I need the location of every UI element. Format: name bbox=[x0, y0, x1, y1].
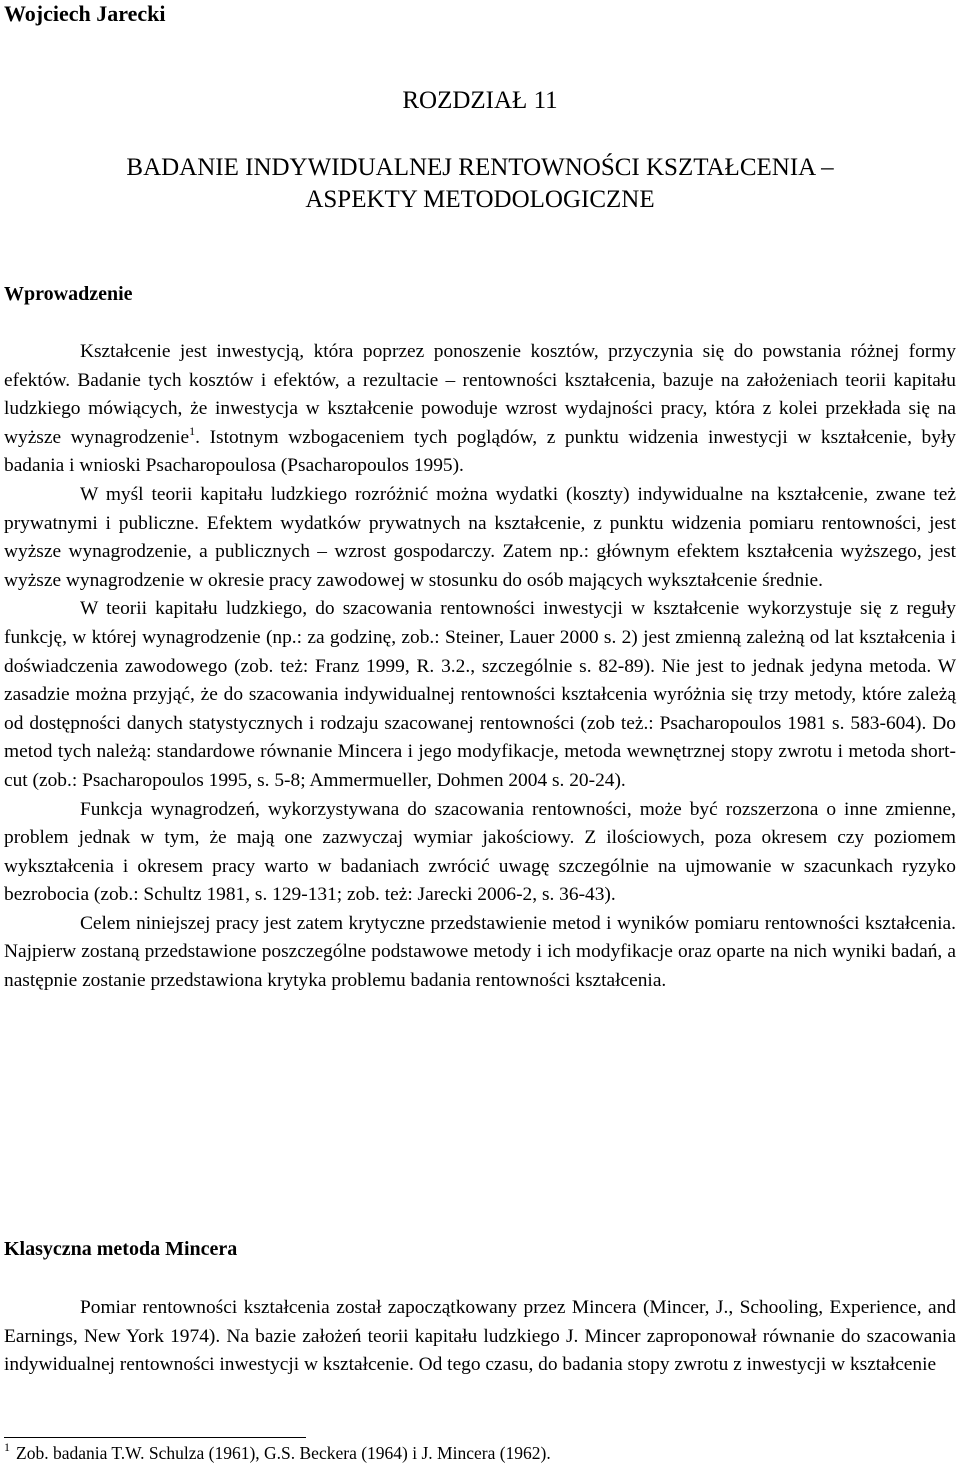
paragraph-text: . Istotnym wzbogaceniem tych poglądów, z punktu widzenia inwestycji w kształcenie, były badania i wnioski Psacharopoulosa (Psacharopoulos 1995). bbox=[4, 426, 957, 477]
intro-section-body bbox=[4, 338, 956, 996]
paragraph: W myśl teorii kapitału ludzkiego rozróżnić można wydatki (koszty) indywidualne na kształcenie, zwane też prywatnymi i publiczne. Efektem wydatków prywatnych na kształcenie, z punktu widzenia pomiaru rentowności, jest wyższe wynagrodzenie, a publicznych – wzrost gospodarczy. Zatem np.: głównym efektem kształcenia wyższego, jest wyższe wynagrodzenie w okresie pracy zawodowej w stosunku do osób mających wykształcenie średnie. bbox=[4, 483, 956, 591]
paragraph-text: Kształcenie jest inwestycją, która poprzez ponoszenie kosztów, przyczynia się do powstania różnej formy efektów. Badanie tych kosztów i efektów, a rezultacie – rentowności kształcenia, bazuje na założeniach teorii kapitału ludzkiego mówiących, że inwestycja w kształcenie powoduje wzrost wydajności pracy, która z kolei przekłada się na wyższe wynagrodzenie bbox=[4, 341, 956, 448]
paragraph: Funkcja wynagrodzeń, wykorzystywana do szacowania rentowności, może być rozszerzona o inne zmienne, problem jednak w tym, że mają one zazwyczaj wymiar jakościowy. Z ilościowych, poza okresem czy poziomem wykształcenia i okresem pracy warto w badaniach zwrócić uwagę szczególnie na ujmowanie w szacunkach ryzyko bezrobocia (zob.: Schultz 1981, s. 129-131; zob. też: Jarecki 2006-2, s. 36-43). bbox=[4, 798, 956, 906]
footnote-separator bbox=[4, 1437, 306, 1438]
paragraph: Pomiar rentowności kształcenia został zapoczątkowany przez Mincera (Mincer, J., Schooling, Experience, and Earnings, New York 1974). Na bazie założeń teorii kapitału ludzkiego J. Mincer zaproponował równanie do szacowania indywidualnej rentowności inwestycji w kształcenie. Od tego czasu, do badania stopy zwrotu z inwestycji w kształcenie bbox=[4, 1297, 956, 1376]
footnote-marker: 1 bbox=[4, 1440, 10, 1454]
paragraph: W teorii kapitału ludzkiego, do szacowania rentowności inwestycji w kształcenie wykorzystuje się z reguły funkcję, w której wynagrodzenie (np.: za godzinę, zob.: Steiner, Lauer 2000 s. 2) jest zmienną zależną od lat kształcenia i doświadczenia zawodowego (zob. też: Franz 1999, R. 3.2., szczególnie s. 82-89). Nie jest to jednak jedyna metoda. W zasadzie można przyjąć, że do szacowania indywidualnej rentowności kształcenia wyróżnia się trzy metody, które zależą od dostępności danych statystycznych i rodzaju szacowanej rentowności (zob też.: Psacharopoulos 1981 s. 583-604). Do metod tych należą: standardowe równanie Mincera i jego modyfikacje, metoda wewnętrznej stopy zwrotu i metoda short-cut (zob.: Psacharopoulos 1995, s. 5-8; Ammermueller, Dohmen 2004 s. 20-24). bbox=[4, 598, 956, 791]
footnote bbox=[4, 1441, 551, 1465]
mincer-section-body bbox=[4, 1294, 956, 1380]
running-header-author: Wojciech Jarecki bbox=[4, 1, 166, 26]
paragraph bbox=[4, 338, 956, 481]
footnote-reference: 1 bbox=[189, 423, 196, 438]
chapter-number: ROZDZIAŁ 11 bbox=[402, 87, 558, 114]
section-heading-mincer: Klasyczna metoda Mincera bbox=[4, 1238, 238, 1260]
chapter-title-line-1: BADANIE INDYWIDUALNEJ RENTOWNOŚCI KSZTAŁCENIA – bbox=[126, 154, 834, 181]
section-heading-intro: Wprowadzenie bbox=[4, 283, 133, 305]
chapter-title bbox=[0, 152, 960, 216]
paragraph: Celem niniejszej pracy jest zatem krytyczne przedstawienie metod i wyników pomiaru rentowności kształcenia. Najpierw zostaną przedstawione poszczególne podstawowe metody i ich modyfikacje oraz oparte na nich wyniki badań, a następnie zostanie przedstawiona krytyka problemu badania rentowności kształcenia. bbox=[4, 912, 956, 992]
footnote-text: Zob. badania T.W. Schulza (1961), G.S. Beckera (1964) i J. Mincera (1962). bbox=[16, 1443, 551, 1463]
chapter-title-line-2: ASPEKTY METODOLOGICZNE bbox=[305, 186, 655, 213]
